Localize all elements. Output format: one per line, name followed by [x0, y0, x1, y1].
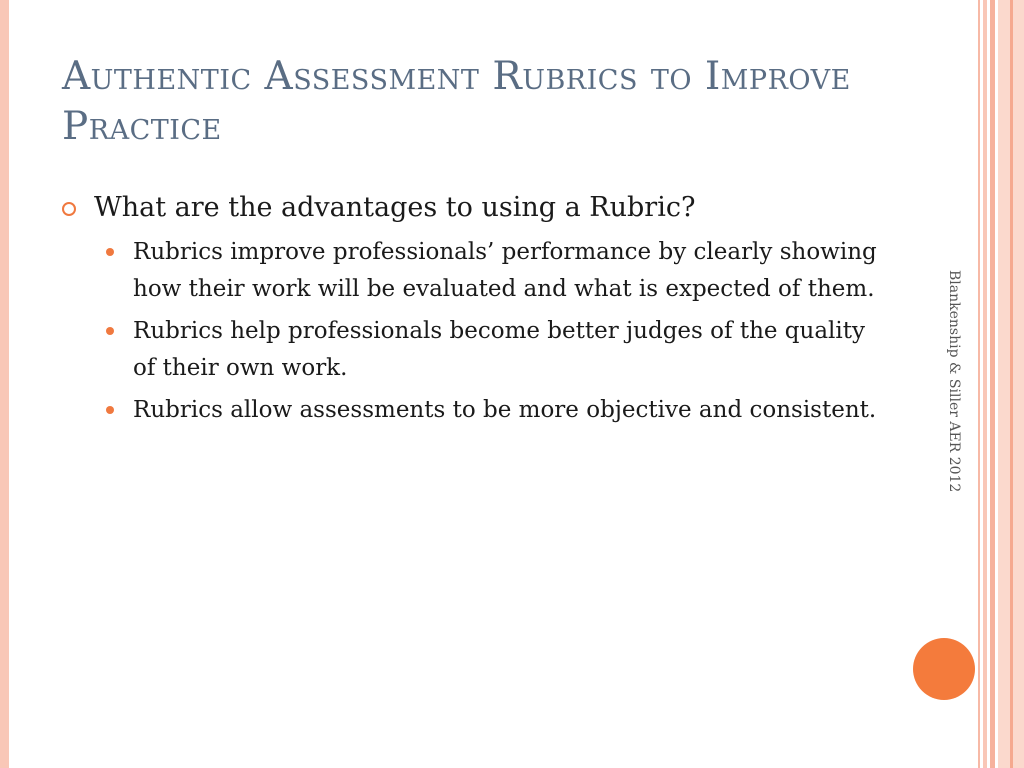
- dot-bullet-icon: [106, 248, 114, 256]
- side-caption: Blankenship & Siller AER 2012: [946, 270, 962, 493]
- slide-content: [62, 188, 882, 435]
- orange-circle-decoration: [913, 638, 975, 700]
- sub-bullet-list: [106, 234, 882, 429]
- slide-title: Authentic Assessment Rubrics to Improve Practice: [62, 54, 851, 149]
- right-decorative-band: [1010, 0, 1013, 768]
- main-bullet-item: [62, 188, 882, 228]
- ring-bullet-icon: [62, 202, 76, 216]
- sub-bullet-text: Rubrics allow assessments to be more objective and consistent.: [133, 397, 877, 423]
- right-decorative-band: [978, 0, 980, 768]
- sub-bullet-text: Rubrics improve professionals’ performance by clearly showing how their work will be evaluated and what is expected of them.: [133, 239, 877, 302]
- sub-bullet-item: [106, 234, 882, 307]
- main-bullet-text: What are the advantages to using a Rubric?: [94, 192, 696, 223]
- sub-bullet-text: Rubrics help professionals become better judges of the quality of their own work.: [133, 318, 866, 381]
- left-decorative-stripe: [0, 0, 9, 768]
- sub-bullet-item: [106, 392, 882, 429]
- sub-bullet-item: [106, 313, 882, 386]
- dot-bullet-icon: [106, 406, 114, 414]
- right-decorative-band: [983, 0, 987, 768]
- right-decorative-band: [990, 0, 995, 768]
- dot-bullet-icon: [106, 327, 114, 335]
